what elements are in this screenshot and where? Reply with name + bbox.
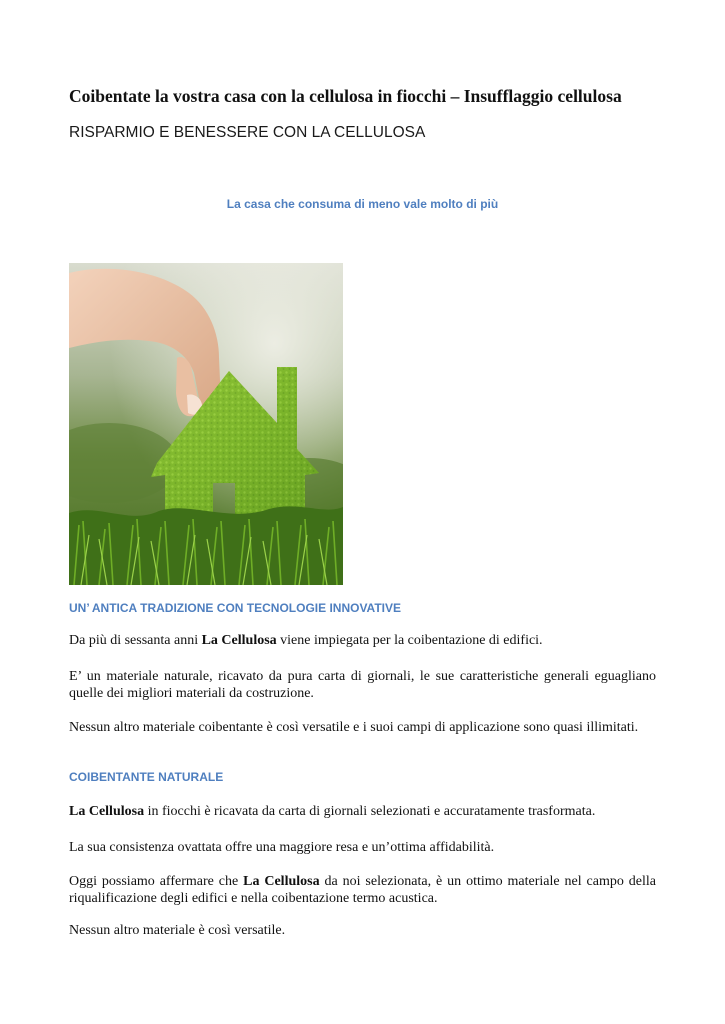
paragraph: E’ un materiale naturale, ricavato da pura carta di giornali, le sue caratteristiche generali eguagliano quelle dei migliori materiali da costruzione. (69, 669, 656, 701)
section-heading-tradition: UN’ ANTICA TRADIZIONE CON TECNOLOGIE INNOVATIVE (69, 601, 402, 615)
paragraph: Da più di sessanta anni La Cellulosa viene impiegata per la coibentazione di edifici. (69, 633, 543, 648)
tagline: La casa che consuma di meno vale molto di più (226, 197, 499, 211)
document-title: Coibentate la vostra casa con la cellulosa in fiocchi – Insufflaggio cellulosa (69, 86, 622, 106)
paragraph: Nessun altro materiale coibentante è così versatile e i suoi campi di applicazione sono quasi illimitati. (69, 720, 639, 735)
house-photo-illustration (69, 263, 343, 585)
green-grass-house-photo (69, 263, 343, 585)
section-heading-natural-insulation: COIBENTANTE NATURALE (69, 770, 224, 784)
paragraph: Oggi possiamo affermare che La Cellulosa da noi selezionata, è un ottimo materiale nel campo della riqualificazione degli edifici e nella coibentazione termo acustica. (69, 874, 656, 906)
document-subtitle: RISPARMIO E BENESSERE CON LA CELLULOSA (69, 124, 426, 141)
paragraph: La Cellulosa in fiocchi è ricavata da carta di giornali selezionati e accuratamente trasformata. (69, 804, 596, 819)
paragraph: La sua consistenza ovattata offre una maggiore resa e un’ottima affidabilità. (69, 840, 495, 855)
paragraph: Nessun altro materiale è così versatile. (69, 923, 286, 938)
